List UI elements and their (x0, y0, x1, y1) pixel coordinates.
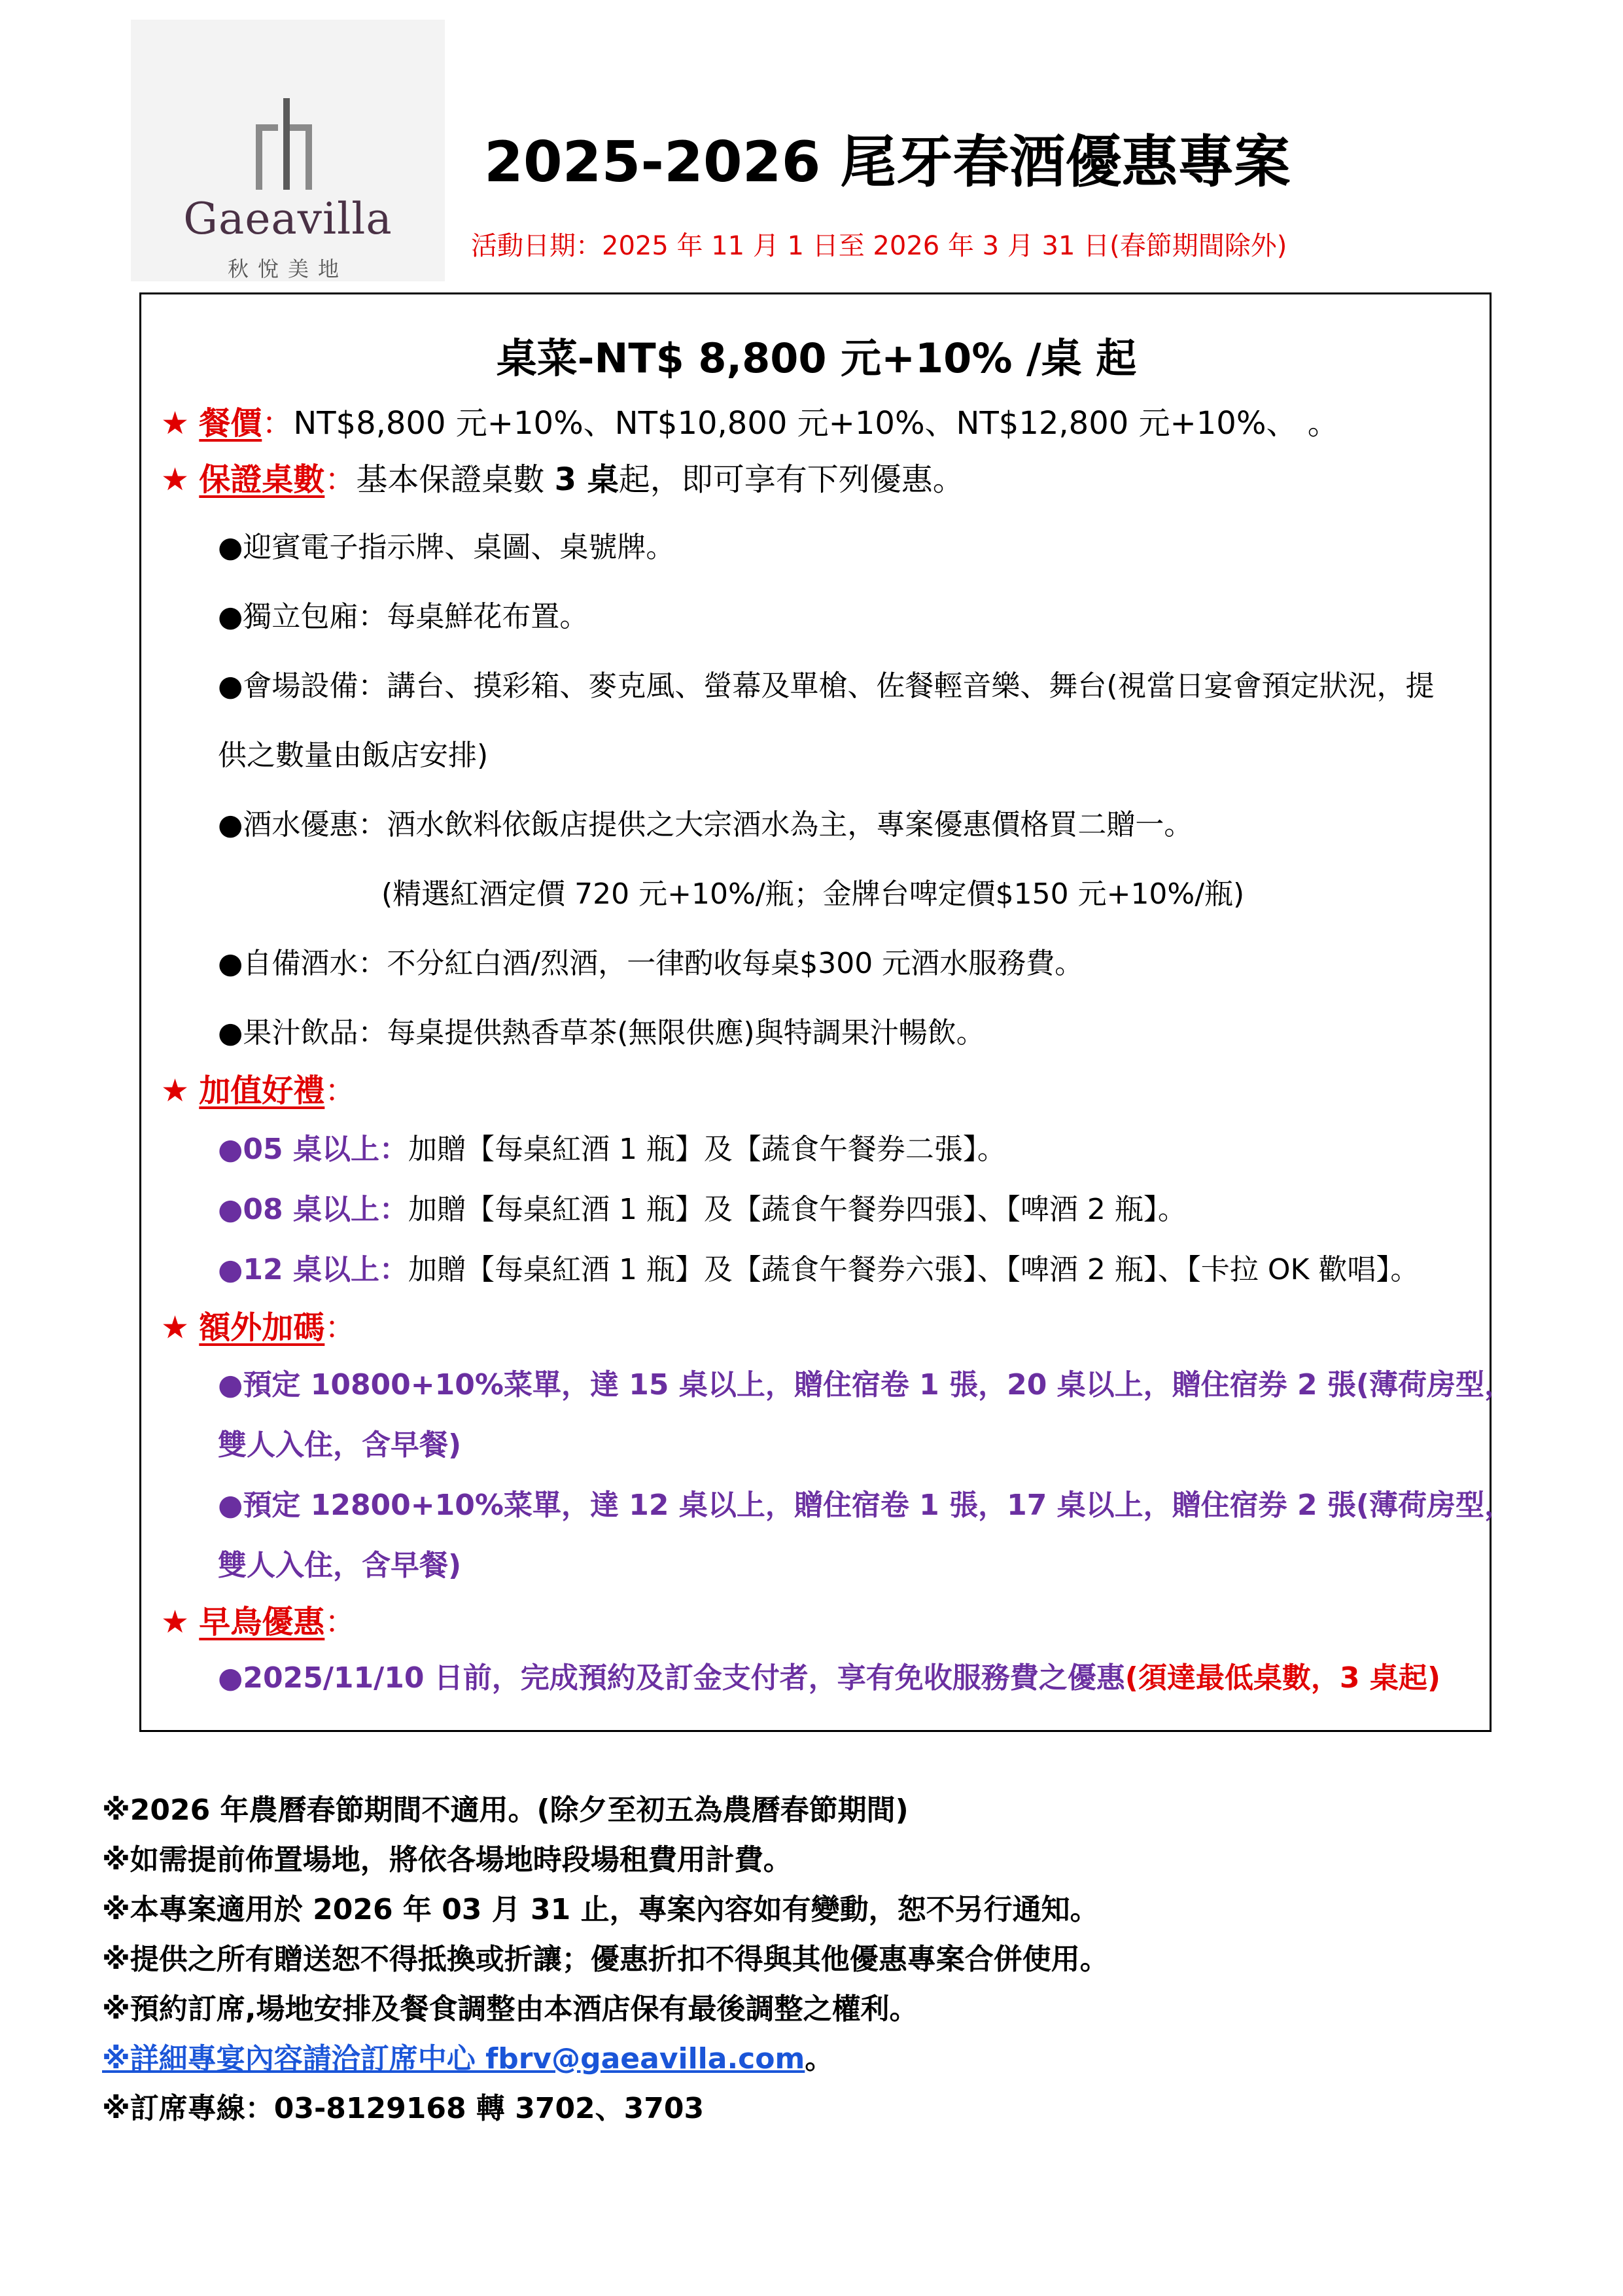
price-text: NT$8,800 元+10%、NT$10,800 元+10%、NT$12,800 元+10%、 。 (293, 405, 1339, 442)
gift-row (218, 1125, 1006, 1167)
gift-text: 加贈【每桌紅酒 1 瓶】及【蔬食午餐券四張】、【啤酒 2 瓶】。 (408, 1193, 1187, 1226)
early-row (218, 1654, 1440, 1696)
list-item: ●會場設備：講台、摸彩箱、麥克風、螢幕及單槍、佐餐輕音樂、舞台(視當日宴會預定狀況，提 (218, 669, 1435, 703)
extra-label: 額外加碼 (199, 1309, 325, 1346)
gift-text: 加贈【每桌紅酒 1 瓶】及【蔬食午餐券六張】、【啤酒 2 瓶】、【卡拉 OK 歡唱】。 (408, 1253, 1420, 1286)
early-condition: (須達最低桌數，3 桌起) (1125, 1661, 1440, 1695)
logo-brand-text: Gaeavilla (183, 194, 393, 244)
list-item: ●自備酒水：不分紅白酒/烈酒，一律酌收每桌$300 元酒水服務費。 (218, 947, 1084, 980)
gift-row (218, 1186, 1187, 1227)
note-line: ※如需提前佈置場地，將依各場地時段場租費用計費。 (102, 1843, 792, 1877)
list-item: 供之數量由飯店安排) (218, 739, 489, 772)
offer-box (139, 292, 1513, 1732)
guarantee-text-end: 起，即可享有下列優惠。 (618, 461, 964, 498)
list-item: ●迎賓電子指示牌、桌圖、桌號牌。 (218, 531, 675, 564)
early-colon: ： (324, 1604, 357, 1640)
star-icon: ★ (161, 1604, 190, 1640)
event-date: 活動日期：2025 年 11 月 1 日至 2026 年 3 月 31 日(春節期間除外) (471, 231, 1287, 261)
note-line: ※本專案適用於 2026 年 03 月 31 止，專案內容如有變動，恕不另行通知。 (102, 1893, 1099, 1926)
price-colon: ： (262, 405, 294, 442)
early-text: ●2025/11/10 日前，完成預約及訂金支付者，享有免收服務費之優惠 (218, 1661, 1125, 1695)
gift-text: 加贈【每桌紅酒 1 瓶】及【蔬食午餐券二張】。 (408, 1133, 1006, 1166)
extra-row: ●預定 12800+10%菜單，達 12 桌以上，贈住宿卷 1 張，17 桌以上，贈住宿券 2 張(薄荷房型， (218, 1489, 1513, 1522)
guarantee-colon: ： (324, 461, 357, 498)
list-item: ●果汁飲品：每桌提供熱香草茶(無限供應)與特調果汁暢飲。 (218, 1016, 985, 1050)
gift-tag: ●12 桌以上： (218, 1253, 408, 1286)
extra-row: 雙人入住，含早餐) (218, 1549, 462, 1582)
guarantee-count: 3 桌 (554, 461, 619, 498)
gift-tag: ●08 桌以上： (218, 1193, 408, 1226)
guarantee-text: 基本保證桌數 (356, 461, 555, 498)
gifts-label: 加值好禮 (199, 1072, 325, 1109)
star-icon: ★ (161, 1072, 190, 1109)
list-item: (精選紅酒定價 720 元+10%/瓶；金牌台啤定價$150 元+10%/瓶) (381, 877, 1245, 911)
star-icon: ★ (161, 405, 190, 442)
list-item: ●酒水優惠：酒水飲料依飯店提供之大宗酒水為主，專案優惠價格買二贈一。 (218, 808, 1193, 841)
extra-heading (161, 1302, 356, 1347)
box-title: 桌菜-NT$ 8,800 元+10% /桌 起 (496, 334, 1137, 382)
extra-row: ●預定 10800+10%菜單，達 15 桌以上，贈住宿卷 1 張，20 桌以上，贈住宿券 2 張(薄荷房型， (218, 1368, 1513, 1402)
guarantee-line (161, 454, 964, 499)
page-title: 2025-2026 尾牙春酒優惠專案 (484, 130, 1291, 195)
gift-row (218, 1246, 1419, 1288)
star-icon: ★ (161, 1309, 190, 1346)
early-label: 早鳥優惠 (199, 1604, 325, 1640)
price-label: 餐價 (199, 405, 262, 442)
note-line: ※預約訂席,場地安排及餐食調整由本酒店保有最後調整之權利。 (102, 1992, 918, 2026)
extra-row: 雙人入住，含早餐) (218, 1428, 462, 1462)
note-line: ※2026 年農曆春節期間不適用。(除夕至初五為農曆春節期間) (102, 1793, 909, 1827)
extra-colon: ： (324, 1309, 357, 1346)
gaeavilla-logo-mark-icon (252, 98, 324, 190)
gifts-colon: ： (324, 1072, 357, 1109)
logo-chinese-text: 秋悅美地 (227, 256, 348, 281)
guarantee-label: 保證桌數 (199, 461, 325, 498)
phone-line: ※訂席專線：03-8129168 轉 3702、3703 (102, 2092, 705, 2125)
early-heading (161, 1597, 356, 1642)
list-item: ●獨立包廂：每桌鮮花布置。 (218, 600, 589, 633)
gift-tag: ●05 桌以上： (218, 1133, 408, 1166)
contact-line (102, 2035, 833, 2077)
gifts-heading (161, 1065, 356, 1110)
contact-suffix: 。 (805, 2042, 834, 2075)
price-line (161, 398, 1339, 443)
contact-email-link[interactable]: ※詳細專宴內容請洽訂席中心 fbrv@gaeavilla.com (102, 2042, 805, 2075)
star-icon: ★ (161, 461, 190, 498)
note-line: ※提供之所有贈送恕不得抵換或折讓；優惠折扣不得與其他優惠專案合併使用。 (102, 1943, 1109, 1976)
